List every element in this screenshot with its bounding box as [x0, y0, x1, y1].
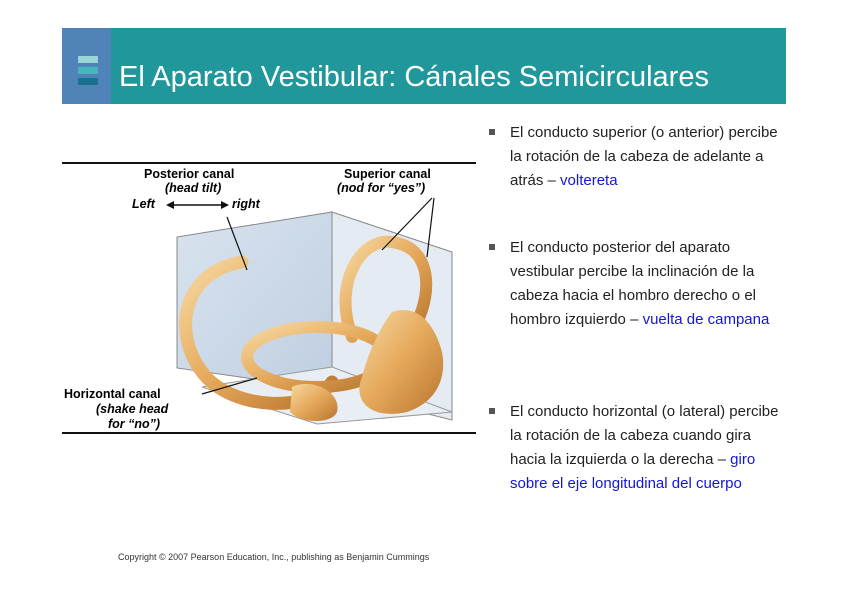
bullet-square-icon	[489, 244, 495, 250]
bullet-text: El conducto superior (o anterior) percibe la rotación de la cabeza de adelante a atrás –	[510, 124, 778, 189]
bullet-text: El conducto horizontal (o lateral) percibe la rotación de la cabeza cuando gira hacia la izquierda o la derecha –	[510, 403, 779, 468]
stack-bar-icon	[78, 56, 98, 63]
superior-canal-detail: (nod for “yes”)	[337, 181, 426, 195]
slide-bullet-icon	[62, 28, 111, 104]
right-label: right	[232, 197, 260, 211]
arrow-left-icon	[166, 201, 174, 209]
bullet-square-icon	[489, 129, 495, 135]
bullet-item-superior	[489, 121, 789, 193]
posterior-canal-detail: (head tilt)	[165, 181, 222, 195]
posterior-canal-label: Posterior canal	[144, 167, 235, 181]
stack-bar-icon	[78, 78, 98, 85]
bullet-item-posterior	[489, 236, 789, 332]
bullet-highlight: voltereta	[560, 172, 618, 189]
superior-canal-label: Superior canal	[344, 167, 431, 181]
title-bar	[62, 28, 786, 104]
stack-bar-icon	[78, 67, 98, 74]
left-label: Left	[132, 197, 155, 211]
bullet-highlight: vuelta de campana	[642, 311, 770, 328]
horizontal-canal-detail-2: for “no”)	[108, 417, 161, 431]
copyright-footer: Copyright © 2007 Pearson Education, Inc., publishing as Benjamin Cummings	[118, 552, 430, 562]
bullet-highlight: giro sobre el eje longitudinal del cuerpo	[510, 451, 756, 492]
horizontal-canal-label: Horizontal canal	[64, 387, 161, 401]
bullet-text: El conducto posterior del aparato vestibular percibe la inclinación de la cabeza hacia el hombro derecho o el hombro izquierdo –	[510, 239, 756, 328]
semicircular-canals-figure	[62, 162, 476, 434]
arrow-right-icon	[221, 201, 229, 209]
horizontal-canal-detail-1: (shake head	[96, 402, 169, 416]
bullet-square-icon	[489, 408, 495, 414]
slide-title: El Aparato Vestibular: Cánales Semicirculares	[119, 61, 709, 93]
bullet-item-horizontal	[489, 400, 789, 496]
